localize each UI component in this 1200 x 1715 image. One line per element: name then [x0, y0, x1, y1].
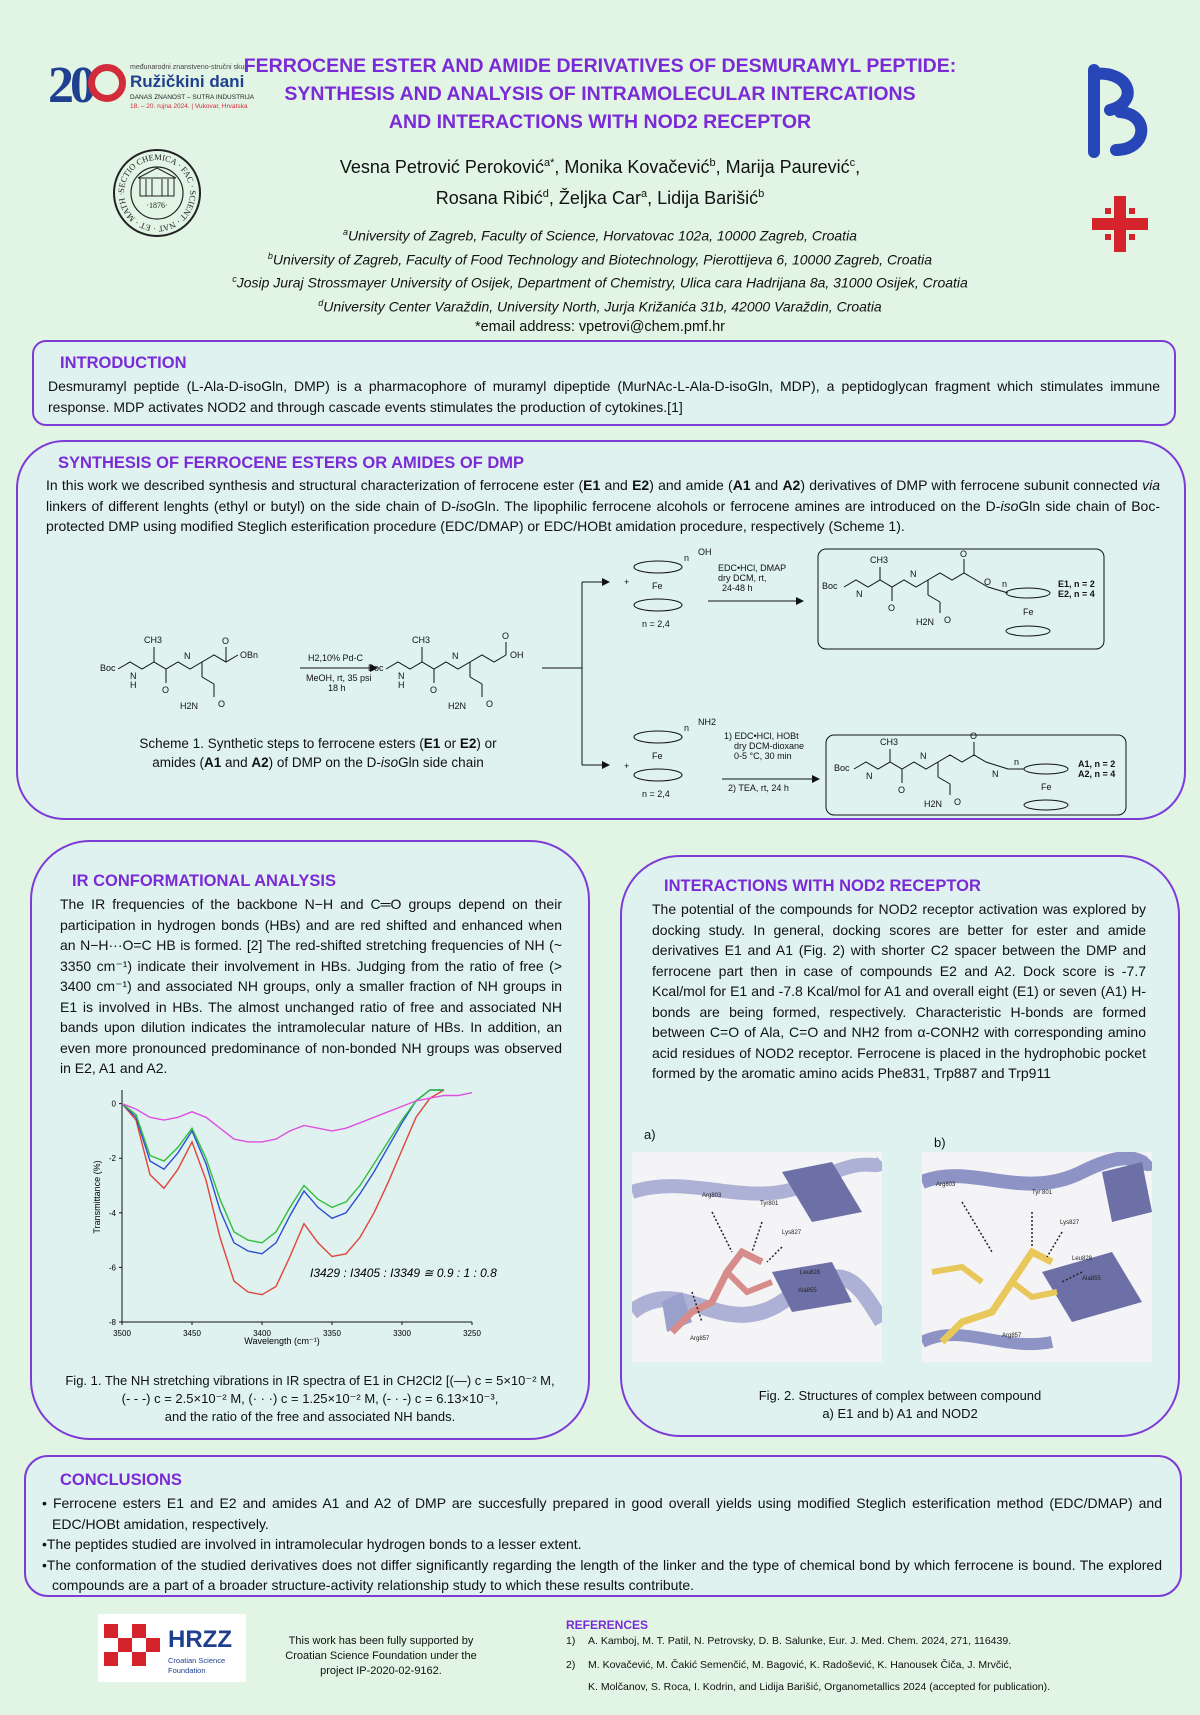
scheme-step1-top: H2,10% Pd-C [308, 653, 364, 663]
award-cross-logo [1083, 184, 1157, 264]
scheme-h2n-3: H2N [916, 617, 935, 627]
introduction-text: Desmuramyl peptide (L-Ala-D-isoGln, DMP) is a pharmacophore of muramyl dipeptide (MurNAc-L-Ala-D-isoGln, MDP), a peptidoglycan fragment which stimulates immune response. MDP activates NOD2 and through cascade events stimulates the production of cytokines.[1] [48, 378, 1160, 415]
scheme-fe-4: Fe [1041, 782, 1052, 792]
hrzz-sub-1: Croatian Science [168, 1656, 226, 1665]
residue-label: Arg803 [936, 1182, 956, 1188]
text-run: and [600, 477, 633, 493]
synthesis-text [46, 475, 1160, 537]
affiliation [180, 246, 1020, 270]
y-tick-label: -2 [108, 1154, 116, 1164]
scheme-o-2: O [218, 699, 226, 709]
hkd-logo [1080, 62, 1156, 160]
residue-label: Ala855 [798, 1288, 817, 1294]
scheme-nh-1: N [130, 671, 137, 681]
scheme-o-4: O [430, 685, 438, 695]
conclusions-section [24, 1455, 1182, 1597]
scheme-amide-cond4: 2) TEA, rt, 24 h [728, 783, 789, 793]
text-run: and [221, 755, 252, 770]
author-name: , Lidija Barišić [647, 188, 759, 208]
reference-text: A. Kamboj, M. T. Patil, N. Petrovsky, D. B. Salunke, Eur. J. Med. Chem. 2024, 271, 116439. [588, 1635, 1012, 1647]
affiliations [180, 222, 1020, 337]
scheme-h-2: H [398, 680, 405, 690]
scheme-o-6: O [502, 631, 510, 641]
ir-series-line-1 [122, 1090, 444, 1295]
residue-label: Ala855 [1082, 1276, 1101, 1282]
author-sup: d [542, 188, 549, 200]
ruzicka-logo-ring [88, 64, 126, 102]
residue-label: Arg857 [1002, 1333, 1022, 1339]
conclusion-text: The conformation of the studied derivatives does not differ significantly regarding the length of the linker and the type of chemical bond by which ferrocene is bound. The explored compounds are a part of a broader structure-activity relationship study to which these results contribute. [46, 1556, 1162, 1593]
scheme-n-sub-1: n [684, 553, 690, 563]
scheme-nh-9: N [992, 769, 999, 779]
text-run: Gln side chain of Boc-protected DMP using modified Steglich esterification procedure (EDC/DMAP) or EDC/HOBt amidation procedure, respectively (Scheme 1). [46, 497, 1161, 534]
residue-label: Lys827 [782, 1230, 802, 1236]
conclusion-item: •The peptides studied are involved in intramolecular hydrogen bonds to a lesser extent. [42, 1536, 582, 1552]
scheme-fe-2: Fe [652, 751, 663, 761]
compound-a1: A1 [732, 477, 751, 493]
residue-label: Arg803 [702, 1193, 722, 1199]
author-sup: b [758, 188, 765, 200]
x-tick-label: 3400 [253, 1329, 271, 1338]
scheme-nh-7: N [866, 771, 873, 781]
nod2-caption-line-1: Fig. 2. Structures of complex between compound [758, 1388, 1042, 1403]
residue-label: Tyr801 [760, 1201, 779, 1207]
text-run: Gln side chain [398, 755, 484, 770]
scheme-amide-cond2: dry DCM-dioxane [734, 741, 805, 751]
scheme-e-label-1: E1, n = 2 [1058, 579, 1095, 589]
references-title: REFERENCES [566, 1618, 649, 1632]
scheme-nh-8: N [920, 751, 927, 761]
hrzz-checker-icon [104, 1624, 164, 1672]
scheme-fe-3: Fe [1023, 607, 1034, 617]
funding-note: This work has been fully supported by Croatian Science Foundation under the project IP-2020-02-9162. [285, 1635, 477, 1677]
x-axis-label: Wavelength (cm⁻¹) [244, 1336, 320, 1346]
ir-section [30, 840, 590, 1440]
scheme-h2n-1: H2N [180, 701, 199, 711]
scheme-caption [108, 734, 528, 772]
scheme-n-sub-4: n [1014, 757, 1020, 767]
affiliation-sup: d [318, 297, 324, 308]
affiliation-sup: c [232, 274, 237, 285]
scheme-ester-cond2: dry DCM, rt, [718, 573, 767, 583]
authors [250, 150, 950, 212]
conclusions-title: CONCLUSIONS [60, 1471, 182, 1489]
text-run-italic: iso [380, 755, 399, 770]
author-name: Rosana Ribić [435, 188, 543, 208]
scheme-caption-line-1 [108, 734, 528, 753]
synthesis-section [16, 440, 1186, 820]
author-name: Vesna Petrović Peroković [339, 157, 544, 177]
scheme-o-8: O [944, 615, 952, 625]
ruzicka-logo-small: međunarodni znanstveno-stručni skup [130, 64, 249, 71]
conclusions-list [42, 1493, 1162, 1596]
scheme-caption-line-2 [108, 753, 528, 772]
scheme-oh-2: OH [698, 547, 712, 557]
hrzz-name: HRZZ [168, 1626, 232, 1653]
scheme-oh-1: OH [510, 650, 524, 660]
compound-a1: A1 [204, 755, 222, 770]
reference-item [566, 1678, 1166, 1696]
affiliation [180, 222, 1020, 246]
scheme-n-sub-2: n [684, 723, 690, 733]
affiliation [180, 293, 1020, 317]
scheme-h2n-4: H2N [924, 799, 943, 809]
residue-label: Tyr 801 [1032, 1190, 1053, 1196]
affiliation [180, 269, 1020, 293]
scheme-a-label-2: A2, n = 4 [1078, 769, 1116, 779]
ruzicka-logo-number: 20 [48, 57, 92, 114]
introduction-title: INTRODUCTION [60, 354, 187, 372]
reference-text: K. Molčanov, S. Roca, I. Kodrin, and Lidija Barišić, Organometallics 2024 (accepted for publication). [588, 1681, 1051, 1693]
text-run: ) derivatives of DMP with ferrocene subunit connected [800, 477, 1143, 493]
title-line-3: AND INTERACTIONS WITH NOD2 RECEPTOR [388, 111, 812, 133]
ir-text: The IR frequencies of the backbone N−H and C═O groups depend on their participation in hydrogen bonds (HBs) and are red shifted and enhanced when an N−H···O=C HB is formed. [2] The red-shifted stretching frequencies of NH (~ 3350 cm⁻¹) indicate their involvement in HBs. Judging from the ratio of free (> 3400 cm⁻¹) and associated NH groups, only a smaller fraction of NH groups in E1 is involved in HBs. The almost unchanged ratio of free and associated NH bands upon dilution indicates the intramolecular nature of HBs. In addition, an even more pronounced predominance of non-bonded NH groups was observed in E2, A1 and A2. [60, 896, 562, 1076]
scheme-amide-cond3: 0-5 °C, 30 min [734, 751, 792, 761]
compound-e1: E1 [583, 477, 601, 493]
title-line-2: SYNTHESIS AND ANALYSIS OF INTRAMOLECULAR INTERCATIONS [284, 83, 916, 105]
nod2-section [620, 855, 1180, 1437]
ir-title: IR CONFORMATIONAL ANALYSIS [72, 872, 337, 890]
seal-year: ·1876· [146, 201, 168, 210]
scheme-o-13: O [970, 731, 978, 741]
scheme-nh-2: N [184, 651, 191, 661]
affiliation-text: University of Zagreb, Faculty of Food Technology and Biotechnology, Pierottijeva 6, 10000 Zagreb, Croatia [272, 251, 933, 268]
conclusion-text: Ferrocene esters E1 and E2 and amides A1 and A2 of DMP are succesfully prepared in good overall yields using modified Steglich esterification method (EDC/DMAP) and EDC/HOBt amidation, respectively. [52, 1495, 1162, 1532]
scheme-ch3-4: CH3 [880, 737, 899, 747]
author-sup: c [849, 157, 856, 169]
ruzicka-logo-tag: DANAS ZNANOST – SUTRA INDUSTRIJA [130, 94, 255, 101]
docking-image-b [922, 1152, 1152, 1362]
email-address: *email address: vpetrovi@chem.pmf.hr [474, 318, 726, 335]
scheme-fe-1: Fe [652, 581, 663, 591]
affiliation-text: Josip Juraj Strossmayer University of Osijek, Department of Chemistry, Ulica cara Hadrijana 8a, 31000 Osijek, Croatia [236, 274, 968, 291]
compound-a2: A2 [782, 477, 801, 493]
text-run: ) of DMP on the D- [268, 755, 381, 770]
scheme-nh-3: N [398, 671, 405, 681]
scheme-nh-5: N [856, 589, 863, 599]
ir-series-line-2 [122, 1090, 444, 1254]
scheme-n-val-2: n = 2,4 [642, 789, 670, 799]
scheme-n-val-1: n = 2,4 [642, 619, 670, 629]
scheme-plus-2: + [624, 761, 630, 771]
affiliation-sup: b [267, 250, 273, 261]
text-run-italic: via [1142, 477, 1160, 493]
x-tick-label: 3500 [113, 1329, 131, 1338]
x-tick-label: 3250 [463, 1329, 481, 1338]
scheme-o-7: O [888, 603, 896, 613]
scheme-e-label-2: E2, n = 4 [1058, 589, 1095, 599]
reference-item [566, 1656, 1166, 1674]
reference-number: 2) [566, 1659, 576, 1671]
ir-caption-line-1: Fig. 1. The NH stretching vibrations in IR spectra of E1 in CH2Cl2 [(—) c = 5×10⁻² M, [65, 1373, 555, 1388]
text-run: amides ( [152, 755, 205, 770]
scheme-h-1: H [130, 680, 137, 690]
ir-spectrum-chart [82, 1072, 522, 1352]
scheme-o-9: O [960, 549, 968, 559]
text-run: In this work we described synthesis and structural characterization of ferrocene ester ( [46, 477, 584, 493]
affiliation-text: University Center Varaždin, University North, Jurja Križanića 31b, 42000 Varaždin, Croatia [323, 298, 882, 315]
conclusion-item: • Ferrocene esters E1 and E2 and amides A1 and A2 of DMP are succesfully prepared in good overall yields using modified Steglich esterification method (EDC/DMAP) and EDC/HOBt amidation, respectively. [42, 1495, 1162, 1532]
author-sep: , [855, 157, 861, 177]
synthesis-title: SYNTHESIS OF FERROCENE ESTERS OR AMIDES OF DMP [58, 454, 525, 472]
text-run-italic: iso [1000, 497, 1019, 514]
residue-label: Leu828 [1072, 1256, 1093, 1262]
ruzicka-logo-name: Ružičkini dani [130, 72, 245, 91]
scheme-o-12: O [954, 797, 962, 807]
scheme-obn: OBn [240, 650, 259, 660]
references [566, 1618, 1166, 1696]
text-run-italic: iso [455, 497, 474, 514]
conclusion-text: The peptides studied are involved in intramolecular hydrogen bonds to a lesser extent. [46, 1536, 582, 1552]
ratio-label: I3429 : I3405 : I3349 ≅ 0.9 : 1 : 0.8 [310, 1266, 497, 1280]
scheme-ch3-2: CH3 [412, 635, 431, 645]
scheme-ch3-3: CH3 [870, 555, 889, 565]
reference-number: 1) [566, 1635, 576, 1647]
scheme-h2n-2: H2N [448, 701, 467, 711]
ir-caption-line-3: and the ratio of the free and associated NH bands. [164, 1409, 456, 1424]
scheme-plus-1: + [624, 577, 630, 587]
scheme-a-label-1: A1, n = 2 [1078, 759, 1116, 769]
scheme-nh-6: N [910, 569, 917, 579]
y-tick-label: 0 [111, 1099, 116, 1109]
author-sup: a [640, 188, 648, 200]
y-tick-label: -6 [108, 1263, 116, 1273]
nod2-caption-line-2: a) E1 and b) A1 and NOD2 [822, 1406, 978, 1421]
affiliation-sup: a [343, 227, 349, 237]
scheme-nh-4: N [452, 651, 459, 661]
x-tick-label: 3300 [393, 1329, 411, 1338]
compound-e1: E1 [423, 736, 441, 751]
introduction-section [32, 340, 1176, 426]
y-axis-label: Transmittance (%) [92, 1160, 102, 1234]
scheme-step1-bot2: 18 h [328, 683, 346, 693]
ir-figure-caption [32, 1372, 588, 1426]
reaction-scheme [18, 547, 1184, 817]
scheme-o-5: O [486, 699, 494, 709]
reference-text: M. Kovačević, M. Čakić Semenčić, M. Bagović, K. Radošević, K. Hanousek Čiča, J. Mrvčić, [588, 1659, 1012, 1671]
residue-label: Arg857 [690, 1336, 710, 1342]
chart-series [122, 1090, 472, 1295]
scheme-boc-3: Boc [822, 581, 838, 591]
ruzicka-logo-date: 18. – 20. rujna 2024. | Vukovar, Hrvatska [130, 103, 248, 110]
y-tick-label: -4 [108, 1208, 116, 1218]
y-tick-label: -8 [108, 1318, 116, 1327]
ir-caption-line-2: (- - -) c = 2.5×10⁻² M, (· · ·) c = 1.25×10⁻² M, (- · -) c = 6.13×10⁻³, [121, 1391, 499, 1406]
scheme-o-3: O [222, 636, 230, 646]
text-run: and [750, 477, 783, 493]
scheme-amide-cond1: 1) EDC•HCl, HOBt [724, 731, 799, 741]
residue-label: Leu828 [800, 1270, 821, 1276]
compound-a2: A2 [251, 755, 269, 770]
seal-ring-text: SECTIO CHEMICA · FAC · SCIENT · NAT · ET · MATH · [115, 151, 199, 235]
nod2-title: INTERACTIONS WITH NOD2 RECEPTOR [664, 877, 981, 895]
text-run: ) and amide ( [649, 477, 733, 493]
conclusion-item: •The conformation of the studied derivatives does not differ significantly regarding the length of the linker and the type of chemical bond by which ferrocene is bound. The explored compounds are a part of a broader structure-activity relationship study to which these results contribute. [42, 1556, 1162, 1593]
docking-image-a [632, 1152, 882, 1362]
scheme-n-sub-3: n [1002, 579, 1008, 589]
text-run: Gln. The lipophilic ferrocene alcohols or ferrocene amines are introduced on the D- [473, 497, 1001, 514]
author-name: , Monika Kovačević [554, 157, 710, 177]
author-name: , Željka Car [548, 188, 641, 208]
residue-label: Lys827 [1060, 1220, 1080, 1226]
affiliation-text: University of Zagreb, Faculty of Science, Horvatovac 102a, 10000 Zagreb, Croatia [348, 227, 857, 244]
text-run: linkers of different lenghts (ethyl or butyl) on the side chain of D- [46, 497, 456, 514]
chart-axes [109, 1090, 482, 1338]
hrzz-logo [98, 1614, 246, 1682]
scheme-nh2: NH2 [698, 717, 717, 727]
author-name: , Marija Paurević [715, 157, 850, 177]
text-run: ) or [476, 736, 497, 751]
figure-label-a: a) [644, 1127, 656, 1142]
poster-title [200, 52, 1000, 136]
scheme-ester-cond1: EDC•HCl, DMAP [718, 563, 787, 573]
scheme-boc-2: Boc [368, 663, 384, 673]
nod2-text: The potential of the compounds for NOD2 receptor activation was explored by docking study. In general, docking scores are better for ester and amide derivatives E1 and A1 (Fig. 2) with shorter C2 spacer between the DMP and ferrocene part then in case of compounds E2 and A2. Dock score is -7.7 Kcal/mol for E1 and -7.8 Kcal/mol for A1 and overall eight (E1) or seven (A1) H-bonds are being formed, respectively. Characteristic H-bonds are formed between C=O of Ala, C=O and NH2 from α-CONH2 with corresponding amino acid residues of NOD2 receptor. Ferrocene is placed in the hydrophobic pocket formed by the aromatic amino acids Phe831, Trp887 and Trp911 [652, 901, 1146, 1081]
compound-e2: E2 [632, 477, 650, 493]
scheme-ch3-1: CH3 [144, 635, 163, 645]
scheme-o-10: O [984, 577, 992, 587]
scheme-o-11: O [898, 785, 906, 795]
ir-series-line-4 [122, 1093, 472, 1142]
scheme-ester-cond3: 24-48 h [722, 583, 753, 593]
text-run: Scheme 1. Synthetic steps to ferrocene esters ( [139, 736, 424, 751]
scheme-boc-4: Boc [834, 763, 850, 773]
title-line-1: FERROCENE ESTER AND AMIDE DERIVATIVES OF DESMURAMYL PEPTIDE: [243, 55, 957, 77]
text-run: or [440, 736, 460, 751]
x-tick-label: 3450 [183, 1329, 201, 1338]
compound-e2: E2 [459, 736, 477, 751]
scheme-boc-1: Boc [100, 663, 116, 673]
scheme-o-1: O [162, 685, 170, 695]
hrzz-sub-2: Foundation [168, 1666, 206, 1675]
x-tick-label: 3350 [323, 1329, 341, 1338]
authors-line-1 [250, 150, 950, 181]
author-sup: a* [543, 157, 555, 169]
scheme-step1-bot1: MeOH, rt, 35 psi [306, 673, 372, 683]
figure-label-b: b) [934, 1135, 946, 1150]
authors-line-2 [250, 181, 950, 212]
nod2-figure-caption [622, 1387, 1178, 1423]
author-sup: b [709, 157, 716, 169]
reference-item [566, 1632, 1166, 1650]
